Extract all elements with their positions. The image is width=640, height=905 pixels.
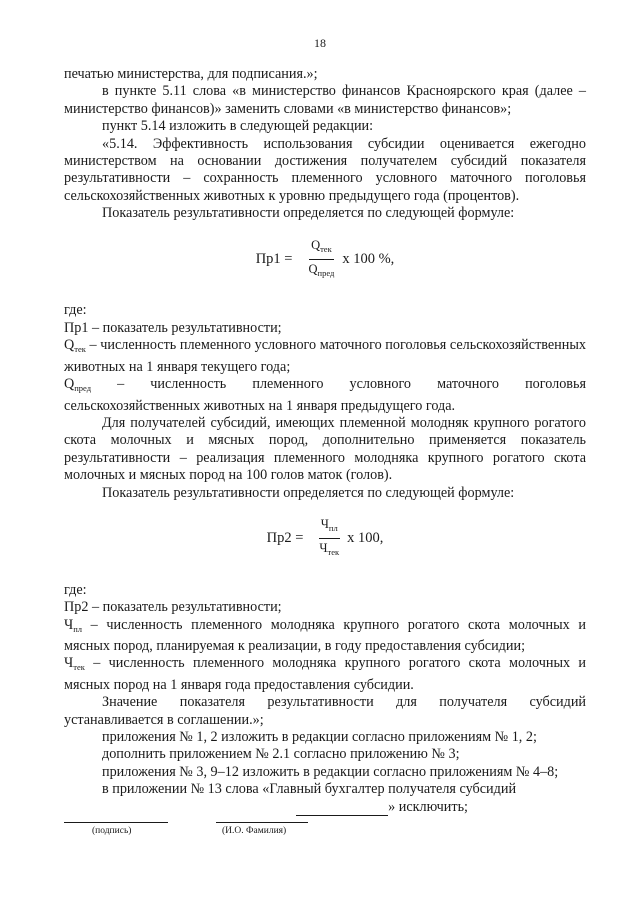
definition: $Ч_{тек}$ – численность племенного молодняка крупного рогатого скота молочных и мясных пород на 1 января года предоставления субсидии. (64, 655, 586, 693)
blank-line (296, 803, 388, 816)
formula-lhs: Пр1 = (255, 250, 293, 267)
name-caption: (И.О. Фамилия) (222, 826, 287, 836)
fraction-denominator: $Q_{пред}$ (308, 262, 335, 279)
fraction-numerator: $Ч_{пл}$ (319, 516, 340, 539)
paragraph: дополнить приложением № 2.1 согласно приложению № 3; (102, 746, 460, 763)
definition: Пр1 – показатель результативности; (64, 319, 282, 336)
paragraph: где: (64, 581, 87, 598)
paragraph: печатью министерства, для подписания.»; (64, 66, 318, 82)
signature-line (64, 822, 168, 823)
definition: $Ч_{пл}$ – численность племенного молодняка крупного рогатого скота молочных и мясных пород, планируемая к реализации, в году предоставления субсидии; (64, 616, 586, 654)
definition: $Q_{тек}$ – численность племенного условного маточного поголовья сельскохозяйственных животных на 1 января текущего года; (64, 337, 586, 375)
paragraph: Значение показателя результативности для получателя субсидий устанавливается в соглашении.»; (64, 694, 586, 728)
formula-rhs: x 100 %, (342, 250, 395, 267)
fraction-numerator: $Q_{тек}$ (309, 237, 334, 260)
paragraph: приложения № 3, 9–12 изложить в редакции согласно приложениям № 4–8; (102, 763, 559, 780)
signature-caption: (подпись) (92, 826, 132, 836)
paragraph: Для получателей субсидий, имеющих племенной молодняк крупного рогатого скота молочных и мясных пород, дополнительно применяется показатель результативности – реализация племенного молодняка крупного рогатого скота молочных и мясных пород на 100 голов маток (голов). (64, 414, 586, 484)
formula-lhs: Пр2 = (266, 530, 304, 547)
paragraph: где: (64, 302, 87, 319)
document-body (64, 66, 586, 816)
formula-rhs: x 100, (347, 530, 384, 547)
paragraph: в пункте 5.11 слова «в министерство финансов Красноярского края (далее – министерство финансов)» заменить словами «в министерство финансов»; (64, 83, 586, 117)
paragraph: Показатель результативности определяется по следующей формуле: (102, 205, 515, 222)
fraction (306, 237, 336, 283)
formula-2 (64, 516, 586, 562)
paragraph: «5.14. Эффективность использования субсидии оценивается ежегодно министерством на основании достижения получателем субсидий показателя результативности – сохранность племенного условного маточного поголовья сельскохозяйственных животных к уровню предыдущего года (процентов). (64, 135, 586, 204)
definition: $Q_{пред}$ – численность племенного условного маточного поголовья сельскохозяйственных животных на 1 января предыдущего года. (64, 376, 586, 414)
page-number: 18 (314, 36, 326, 50)
fraction (317, 516, 341, 562)
paragraph-continuation: » исключить; (64, 799, 586, 816)
paragraph: в приложении № 13 слова «Главный бухгалтер получателя субсидий (102, 781, 517, 798)
name-line (216, 822, 308, 823)
definition: Пр2 – показатель результативности; (64, 599, 282, 616)
formula-1 (64, 237, 586, 283)
paragraph: Показатель результативности определяется по следующей формуле: (102, 484, 515, 501)
paragraph: пункт 5.14 изложить в следующей редакции: (102, 118, 374, 135)
signature-block (64, 822, 584, 848)
fraction-denominator: $Ч_{тек}$ (319, 541, 340, 558)
paragraph: приложения № 1, 2 изложить в редакции согласно приложениям № 1, 2; (102, 729, 537, 745)
